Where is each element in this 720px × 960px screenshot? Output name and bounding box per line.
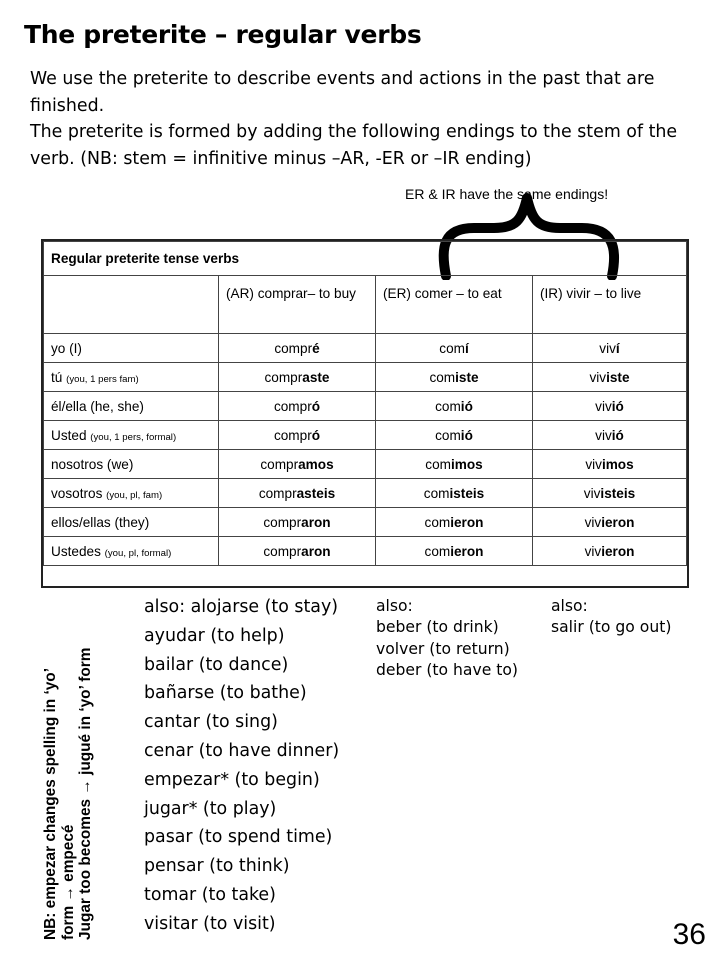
verb-ending: ieron — [450, 514, 484, 530]
verb-stem: compr — [258, 485, 297, 501]
verb-stem: compr — [263, 543, 302, 559]
table-caption-row — [44, 242, 687, 276]
verb-stem: com — [439, 340, 465, 356]
ar-verb-item: empezar* (to begin) — [144, 769, 320, 790]
ar-form-cell — [219, 363, 376, 392]
er-verb-item: volver (to return) — [376, 639, 510, 658]
pronoun-label: nosotros (we) — [51, 456, 134, 472]
table-row — [44, 450, 687, 479]
er-verb-item: deber (to have to) — [376, 661, 519, 680]
verb-ending: asteis — [296, 485, 336, 501]
verb-ending: aron — [301, 543, 331, 559]
verb-stem: com — [424, 543, 451, 559]
verb-ending: ó — [311, 427, 321, 443]
header-ir: (IR) vivir – to live — [533, 276, 687, 334]
conjugation-table — [43, 241, 687, 566]
conjugation-rows — [44, 334, 687, 566]
ar-form-cell — [219, 334, 376, 363]
ir-form-cell — [533, 479, 687, 508]
er-form-cell — [376, 508, 533, 537]
verb-ending: í — [615, 340, 620, 356]
pronoun-label: Ustedes — [51, 543, 101, 559]
ir-form-cell — [533, 508, 687, 537]
table-row — [44, 537, 687, 566]
table-caption: Regular preterite tense verbs — [44, 242, 687, 276]
pronoun-note: (you, pl, formal) — [104, 547, 172, 559]
ar-verb-item: ayudar (to help) — [144, 625, 285, 646]
ir-form-cell — [533, 421, 687, 450]
ir-verb-item: salir (to go out) — [551, 618, 672, 637]
verb-stem: compr — [273, 427, 312, 443]
verb-stem: compr — [264, 369, 303, 385]
verb-ending: ió — [611, 427, 624, 443]
verb-stem: viv — [595, 398, 612, 414]
page-number: 36 — [672, 918, 706, 951]
table-row — [44, 392, 687, 421]
ar-verb-item: bailar (to dance) — [144, 654, 289, 675]
ar-verb-item: pasar (to spend time) — [144, 827, 333, 848]
ar-verb-item: cenar (to have dinner) — [144, 740, 340, 761]
ir-form-cell — [533, 450, 687, 479]
pronoun-note: (you, 1 pers, formal) — [90, 431, 177, 443]
verb-ending: isteis — [449, 485, 485, 501]
header-empty-cell — [44, 276, 219, 334]
pronoun-label: Usted — [51, 427, 87, 443]
ar-verb-item: pensar (to think) — [144, 856, 290, 877]
side-note-line: NB: empezar changes spelling in ‘yo’ — [42, 668, 59, 940]
verb-ending: ió — [611, 398, 624, 414]
verb-ending: imos — [601, 456, 634, 472]
ar-verb-list — [144, 593, 339, 939]
er-form-cell — [376, 334, 533, 363]
verb-ending: amos — [298, 456, 334, 472]
verb-ending: ó — [311, 398, 321, 414]
ar-verb-item: also: alojarse (to stay) — [144, 597, 339, 617]
ar-form-cell — [219, 479, 376, 508]
verb-ending: ió — [460, 427, 473, 443]
ar-verb-item: visitar (to visit) — [144, 913, 276, 934]
verb-stem: viv — [584, 543, 602, 559]
er-form-cell — [376, 450, 533, 479]
pronoun-cell — [44, 508, 219, 537]
verb-ending: é — [312, 340, 320, 356]
side-note-line: Jugar too becomes → jugué in ‘yo’ form — [77, 647, 95, 940]
pronoun-label: yo (I) — [51, 340, 82, 356]
ar-verb-item: bañarse (to bathe) — [144, 683, 307, 704]
header-er: (ER) comer – to eat — [376, 276, 533, 334]
verb-stem: com — [423, 485, 450, 501]
intro-line-1: We use the preterite to describe events and actions in the past that are finished. — [30, 69, 655, 116]
pronoun-label: ellos/ellas (they) — [51, 514, 150, 530]
verb-stem: viv — [599, 340, 616, 356]
ar-verb-item: jugar* (to play) — [144, 798, 277, 819]
table-row — [44, 363, 687, 392]
verb-ending: iste — [455, 369, 479, 385]
ir-verb-list — [551, 596, 671, 639]
verb-stem: compr — [274, 340, 313, 356]
verb-ending: iste — [606, 369, 630, 385]
verb-ending: imos — [450, 456, 483, 472]
verb-stem: compr — [260, 456, 299, 472]
ar-form-cell — [219, 392, 376, 421]
verb-stem: viv — [584, 514, 602, 530]
verb-stem: viv — [595, 427, 612, 443]
er-verb-list — [376, 596, 518, 682]
pronoun-cell — [44, 392, 219, 421]
ir-form-cell — [533, 392, 687, 421]
er-verb-item: beber (to drink) — [376, 618, 499, 637]
verb-ending: í — [464, 340, 469, 356]
ar-form-cell — [219, 421, 376, 450]
verb-stem: compr — [263, 514, 302, 530]
spelling-side-note — [42, 600, 95, 940]
intro-text — [30, 66, 680, 172]
verb-stem: com — [429, 369, 456, 385]
pronoun-label: tú — [51, 369, 63, 385]
verb-ending: ió — [460, 398, 473, 414]
verb-ending: isteis — [600, 485, 636, 501]
page-title: The preterite – regular verbs — [24, 20, 422, 49]
table-row — [44, 421, 687, 450]
ir-form-cell — [533, 363, 687, 392]
ar-form-cell — [219, 537, 376, 566]
verb-ending: ieron — [601, 543, 635, 559]
verb-ending: ieron — [601, 514, 635, 530]
ir-verb-item: also: — [551, 597, 588, 615]
er-form-cell — [376, 479, 533, 508]
pronoun-cell — [44, 363, 219, 392]
pronoun-cell — [44, 450, 219, 479]
same-endings-note: ER & IR have the same endings! — [405, 186, 609, 202]
table-row — [44, 479, 687, 508]
ar-form-cell — [219, 508, 376, 537]
verb-stem: compr — [273, 398, 312, 414]
verb-stem: viv — [589, 369, 607, 385]
verb-stem: com — [425, 456, 451, 472]
verb-ending: aste — [302, 369, 330, 385]
er-form-cell — [376, 421, 533, 450]
er-form-cell — [376, 537, 533, 566]
verb-stem: com — [435, 398, 461, 414]
table-header-row — [44, 276, 687, 334]
ar-verb-item: cantar (to sing) — [144, 712, 278, 733]
ir-form-cell — [533, 334, 687, 363]
verb-stem: viv — [585, 456, 602, 472]
verb-ending: ieron — [450, 543, 484, 559]
pronoun-cell — [44, 421, 219, 450]
intro-line-2: The preterite is formed by adding the following endings to the stem of the verb. (NB: stem = infinitive minus –AR, -ER or –IR ending) — [30, 122, 678, 169]
verb-stem: com — [424, 514, 451, 530]
er-verb-item: also: — [376, 597, 413, 615]
header-ar: (AR) comprar– to buy — [219, 276, 376, 334]
table-row — [44, 334, 687, 363]
er-form-cell — [376, 392, 533, 421]
verb-stem: com — [435, 427, 461, 443]
side-note-line: form → empecé — [59, 824, 77, 940]
ir-form-cell — [533, 537, 687, 566]
pronoun-label: él/ella (he, she) — [51, 398, 144, 414]
pronoun-note: (you, pl, fam) — [106, 489, 163, 501]
pronoun-cell — [44, 334, 219, 363]
pronoun-cell — [44, 537, 219, 566]
verb-ending: aron — [301, 514, 331, 530]
pronoun-cell — [44, 479, 219, 508]
ar-form-cell — [219, 450, 376, 479]
er-form-cell — [376, 363, 533, 392]
ar-verb-item: tomar (to take) — [144, 884, 276, 905]
verb-stem: viv — [583, 485, 601, 501]
table-row — [44, 508, 687, 537]
pronoun-label: vosotros — [51, 485, 103, 501]
pronoun-note: (you, 1 pers fam) — [66, 373, 139, 385]
